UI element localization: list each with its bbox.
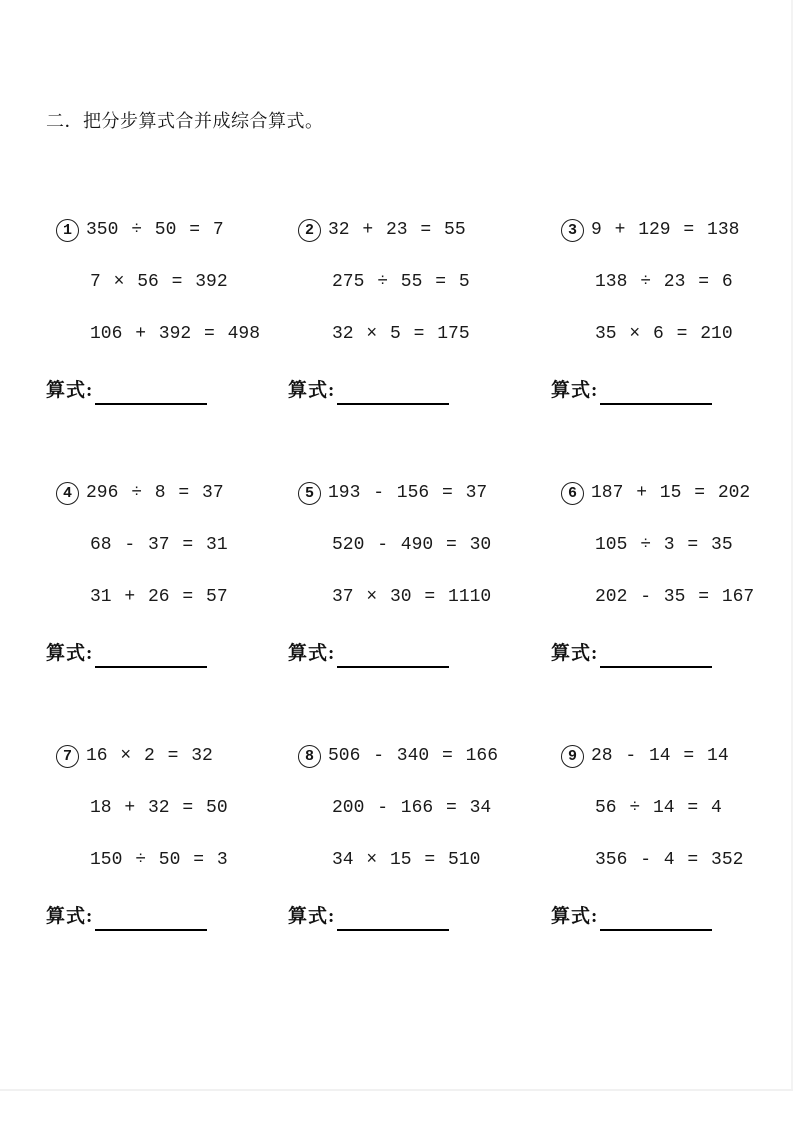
equation: 296 ÷ 8 = 37 <box>86 483 224 503</box>
expression-answer-line <box>551 897 756 931</box>
problem-number-badge: 3 <box>561 219 584 242</box>
expression-label: 算式: <box>46 380 94 401</box>
equation: 68 - 37 = 31 <box>90 535 228 555</box>
problem-3 <box>551 215 756 405</box>
problem-9 <box>551 741 756 931</box>
problem-8 <box>288 741 551 931</box>
equation-row <box>90 319 288 349</box>
problem-number-badge: 5 <box>298 482 321 505</box>
expression-answer-line <box>551 371 756 405</box>
equation-row <box>90 845 288 875</box>
equation-row <box>595 845 756 875</box>
answer-blank <box>600 381 712 405</box>
equation-row <box>332 845 551 875</box>
equation: 37 × 30 = 1110 <box>332 587 492 607</box>
equation-row <box>332 267 551 297</box>
answer-blank <box>337 644 449 668</box>
equation: 356 - 4 = 352 <box>595 850 744 870</box>
equation: 187 + 15 = 202 <box>591 483 751 503</box>
equation: 506 - 340 = 166 <box>328 746 499 766</box>
answer-blank <box>600 644 712 668</box>
equation: 350 ÷ 50 = 7 <box>86 220 224 240</box>
problem-number-badge: 6 <box>561 482 584 505</box>
equation: 56 ÷ 14 = 4 <box>595 798 722 818</box>
problem-7 <box>46 741 288 931</box>
equation-row <box>332 530 551 560</box>
problem-4 <box>46 478 288 668</box>
answer-blank <box>600 907 712 931</box>
equation: 28 - 14 = 14 <box>591 746 729 766</box>
equation-row <box>90 530 288 560</box>
equation: 138 ÷ 23 = 6 <box>595 272 733 292</box>
equation-row <box>561 478 756 508</box>
equation-row <box>90 582 288 612</box>
equation-row <box>561 215 756 245</box>
expression-label: 算式: <box>46 643 94 664</box>
equation: 35 × 6 = 210 <box>595 324 733 344</box>
problem-5 <box>288 478 551 668</box>
equation-row <box>595 793 756 823</box>
worksheet-content <box>46 108 756 931</box>
problem-2 <box>288 215 551 405</box>
equation-row <box>298 215 551 245</box>
problem-number-badge: 4 <box>56 482 79 505</box>
expression-answer-line <box>288 634 551 668</box>
problem-6 <box>551 478 756 668</box>
answer-blank <box>95 907 207 931</box>
problem-number-badge: 8 <box>298 745 321 768</box>
section-title: 二．把分步算式合并成综合算式。 <box>46 111 324 131</box>
expression-label: 算式: <box>46 906 94 927</box>
equation: 31 + 26 = 57 <box>90 587 228 607</box>
equation: 9 + 129 = 138 <box>591 220 740 240</box>
equation: 106 + 392 = 498 <box>90 324 261 344</box>
expression-answer-line <box>551 634 756 668</box>
equation: 105 ÷ 3 = 35 <box>595 535 733 555</box>
equation-row <box>332 793 551 823</box>
answer-blank <box>337 907 449 931</box>
problem-number-badge: 1 <box>56 219 79 242</box>
expression-answer-line <box>46 897 288 931</box>
problem-number-badge: 7 <box>56 745 79 768</box>
equation-row <box>56 478 288 508</box>
expression-answer-line <box>46 371 288 405</box>
answer-blank <box>337 381 449 405</box>
equation-row <box>90 267 288 297</box>
equation-row <box>56 741 288 771</box>
answer-blank <box>95 381 207 405</box>
equation-row <box>595 267 756 297</box>
answer-blank <box>95 644 207 668</box>
equation: 16 × 2 = 32 <box>86 746 213 766</box>
equation-row <box>332 319 551 349</box>
expression-label: 算式: <box>551 643 599 664</box>
page-edge-bottom <box>0 1089 793 1091</box>
equation-row <box>298 478 551 508</box>
problems-grid <box>46 215 756 931</box>
equation: 275 ÷ 55 = 5 <box>332 272 470 292</box>
problem-1 <box>46 215 288 405</box>
expression-label: 算式: <box>551 906 599 927</box>
equation: 32 + 23 = 55 <box>328 220 466 240</box>
expression-answer-line <box>288 371 551 405</box>
expression-label: 算式: <box>551 380 599 401</box>
expression-label: 算式: <box>288 643 336 664</box>
equation: 193 - 156 = 37 <box>328 483 488 503</box>
equation-row <box>56 215 288 245</box>
equation-row <box>595 582 756 612</box>
equation: 200 - 166 = 34 <box>332 798 492 818</box>
equation: 520 - 490 = 30 <box>332 535 492 555</box>
equation-row <box>332 582 551 612</box>
problem-number-badge: 2 <box>298 219 321 242</box>
problem-number-badge: 9 <box>561 745 584 768</box>
equation-row <box>595 319 756 349</box>
expression-answer-line <box>46 634 288 668</box>
equation-row <box>561 741 756 771</box>
equation-row <box>298 741 551 771</box>
equation: 150 ÷ 50 = 3 <box>90 850 228 870</box>
expression-label: 算式: <box>288 380 336 401</box>
expression-answer-line <box>288 897 551 931</box>
expression-label: 算式: <box>288 906 336 927</box>
equation: 18 + 32 = 50 <box>90 798 228 818</box>
equation: 32 × 5 = 175 <box>332 324 470 344</box>
equation-row <box>595 530 756 560</box>
equation: 7 × 56 = 392 <box>90 272 228 292</box>
equation: 34 × 15 = 510 <box>332 850 481 870</box>
equation-row <box>90 793 288 823</box>
equation: 202 - 35 = 167 <box>595 587 755 607</box>
